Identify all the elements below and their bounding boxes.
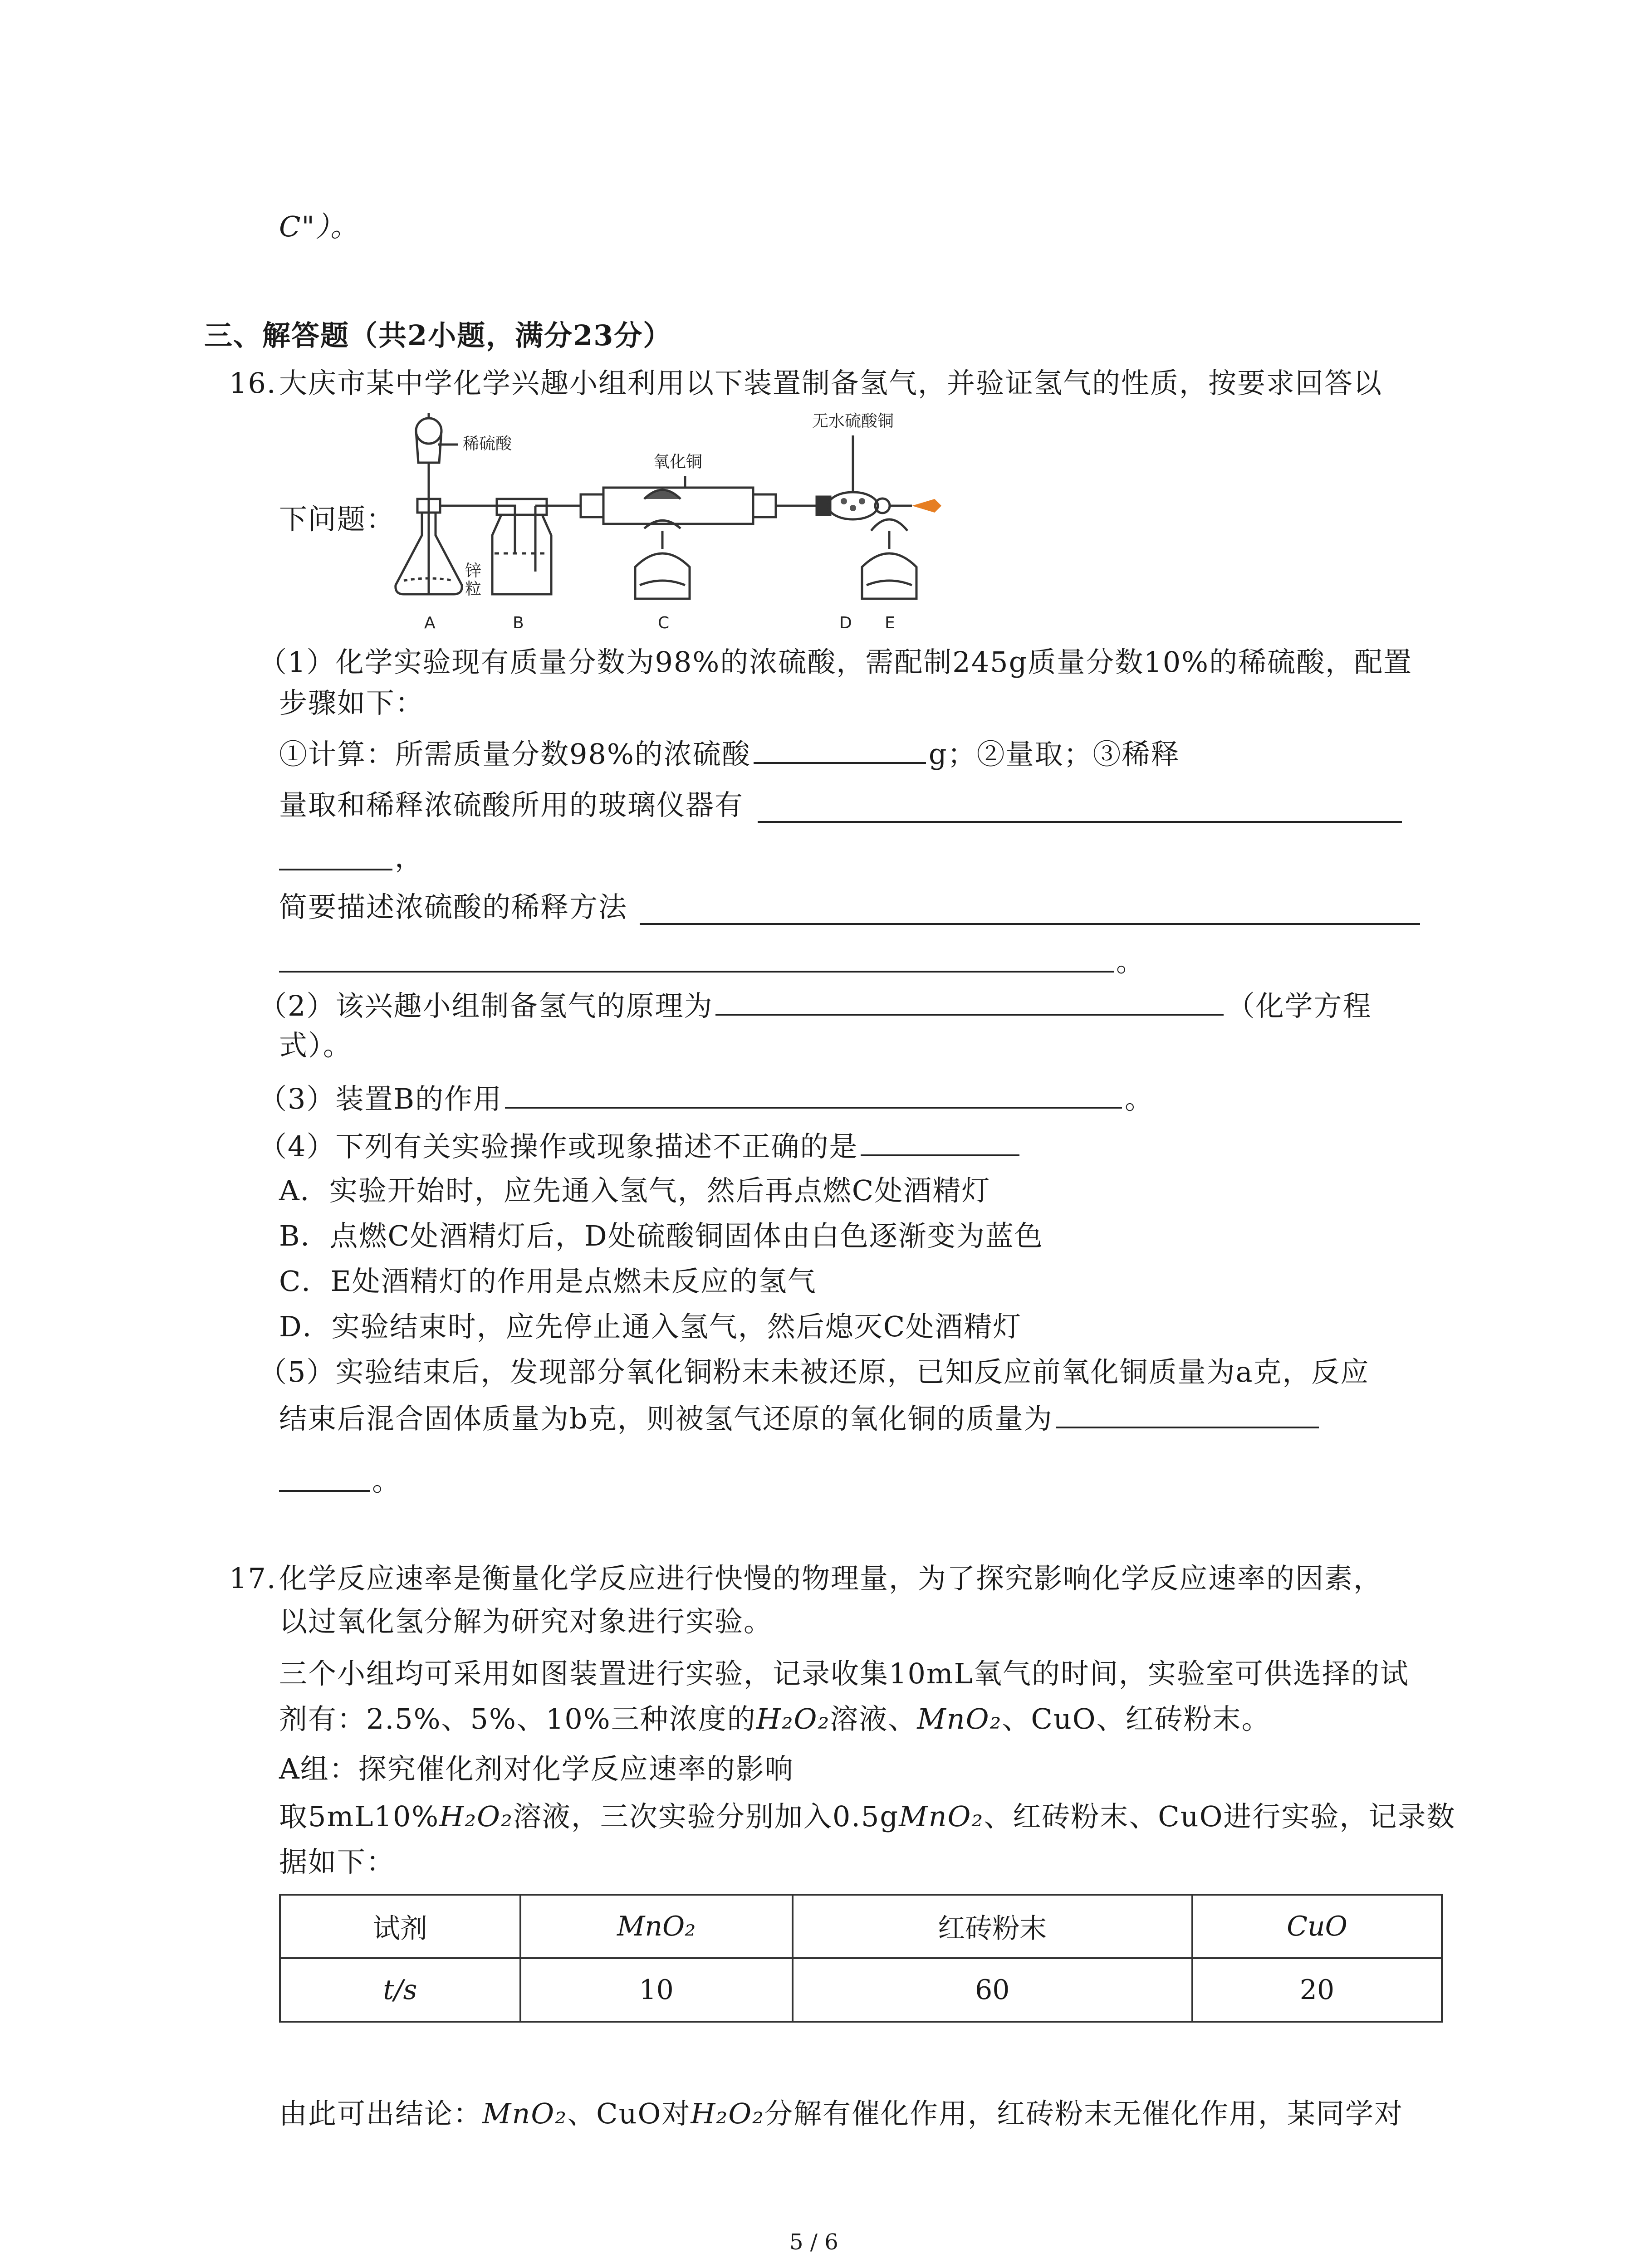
blank-cuo-mass-1[interactable]	[1056, 1399, 1319, 1428]
line4-text-b: 溶液、	[830, 1702, 917, 1735]
label-copper-oxide: 氧化铜	[653, 453, 703, 471]
section-title: 三、解答题（共2小题，满分23分）	[204, 319, 672, 352]
table-cell: 20	[1192, 1958, 1442, 2022]
q16-p5-line1: （5）实验结束后，发现部分氧化铜粉末未被还原，已知反应前氧化铜质量为a克，反应	[259, 1355, 1370, 1388]
letter-d: D	[839, 614, 852, 632]
q17-conclusion	[279, 2096, 1403, 2132]
q16-comma: ，	[395, 841, 424, 874]
q16-p4	[259, 1127, 1022, 1165]
table-header-row	[280, 1895, 1442, 1958]
table-cell: 60	[793, 1958, 1192, 2022]
top-continuation: C"）。	[279, 210, 359, 243]
blank-acid-mass[interactable]	[754, 735, 926, 764]
line6-text-c: 、红砖粉末、CuO进行实验，记录数	[984, 1800, 1456, 1833]
table-row	[280, 1958, 1442, 2022]
p5-line2-text: 结束后混合固体质量为b克，则被氢气还原的氧化铜的质量为	[279, 1402, 1053, 1435]
blank-dilution-2[interactable]	[279, 971, 1114, 973]
table-header-cell: CuO	[1192, 1895, 1442, 1958]
catalyst-table	[279, 1894, 1443, 2023]
line4-text-a: 剂有：2.5%、5%、10%三种浓度的	[279, 1702, 756, 1735]
blank-equation[interactable]	[715, 987, 1224, 1016]
line6-text-a: 取5mL10%	[279, 1800, 440, 1833]
q17-line2: 以过氧化氢分解为研究对象进行实验。	[279, 1605, 773, 1638]
label-dilute-acid: 稀硫酸	[463, 435, 512, 453]
letter-b: B	[513, 614, 524, 632]
p3-text: （3）装置B的作用	[259, 1082, 503, 1115]
p2-text-b: （化学方程	[1226, 989, 1372, 1022]
chem-h2o2: H₂O₂	[756, 1702, 830, 1735]
blank-device-b[interactable]	[505, 1080, 1122, 1109]
option-c: C．E处酒精灯的作用是点燃未反应的氢气	[279, 1265, 817, 1298]
p4-text: （4）下列有关实验操作或现象描述不正确的是	[259, 1130, 858, 1163]
letter-a: A	[424, 614, 436, 632]
q17-number: 17.	[229, 1562, 277, 1595]
chem-mno2: MnO₂	[899, 1800, 984, 1833]
line6-text-b: 溶液，三次实验分别加入0.5g	[513, 1800, 899, 1833]
step-calc-text: ①计算：所需质量分数98%的浓硫酸	[279, 738, 751, 771]
q16-p2	[259, 987, 1372, 1024]
label-zinc-2: 粒	[465, 580, 482, 598]
letter-c: C	[658, 614, 670, 632]
q17-line4	[279, 1701, 1271, 1737]
page-number: 5 / 6	[789, 2229, 838, 2255]
q16-p1-line2: 步骤如下：	[279, 686, 425, 719]
step-calc-rest: g；②量取；③稀释	[928, 738, 1180, 771]
blank-glassware-1[interactable]	[758, 821, 1402, 823]
blank-cuo-mass-2[interactable]	[279, 1490, 370, 1492]
q16-step-calc	[279, 735, 1180, 772]
chem-h2o2: H₂O₂	[439, 1800, 513, 1833]
q16-intro-end: 下问题：	[279, 503, 396, 536]
letter-e: E	[885, 614, 895, 632]
q16-p1-line1: （1）化学实验现有质量分数为98%的浓硫酸，需配制245g质量分数10%的稀硫酸，配置	[259, 645, 1413, 679]
q17-line1: 化学反应速率是衡量化学反应进行快慢的物理量，为了探究影响化学反应速率的因素，	[279, 1562, 1383, 1595]
line4-text-c: 、CuO、红砖粉末。	[1002, 1702, 1271, 1735]
q17-line3: 三个小组均可采用如图装置进行实验，记录收集10mL氧气的时间，实验室可供选择的试	[279, 1657, 1409, 1690]
table-header-cell: 红砖粉末	[793, 1895, 1192, 1958]
label-anhydrous-cuso4: 无水硫酸铜	[812, 412, 894, 430]
option-b: B．点燃C处酒精灯后，D处硫酸铜固体由白色逐渐变为蓝色	[279, 1219, 1043, 1252]
p3-end: 。	[1125, 1082, 1154, 1115]
q17-line6	[279, 1799, 1455, 1835]
blank-p4[interactable]	[861, 1127, 1019, 1156]
conclusion-text-b: 、CuO对	[567, 2097, 691, 2130]
option-d: D．实验结束时，应先停止通入氢气，然后熄灭C处酒精灯	[279, 1310, 1022, 1343]
table-header-cell: 试剂	[280, 1895, 520, 1958]
q17-line7: 据如下：	[279, 1845, 396, 1878]
table-header-cell: MnO₂	[520, 1895, 793, 1958]
conclusion-text-a: 由此可出结论：	[279, 2097, 483, 2130]
p2-text: （2）该兴趣小组制备氢气的原理为	[259, 989, 713, 1022]
q16-p2-end: 式）。	[279, 1029, 353, 1062]
label-zinc-1: 锌	[465, 562, 482, 580]
option-a: A．实验开始时，应先通入氢气，然后再点燃C处酒精灯	[279, 1174, 991, 1207]
q16-p1-end: 。	[1116, 945, 1146, 978]
q16-number: 16.	[229, 367, 277, 400]
chem-mno2: MnO₂	[917, 1702, 1002, 1735]
conclusion-text-c: 分解有催化作用，红砖粉末无催化作用，某同学对	[764, 2097, 1403, 2130]
q16-p3	[259, 1080, 1154, 1117]
q16-p5-line2	[279, 1399, 1322, 1437]
q16-glassware: 量取和稀释浓硫酸所用的玻璃仪器有	[279, 788, 744, 821]
table-cell: 10	[520, 1958, 793, 2022]
q16-dilution: 简要描述浓硫酸的稀释方法	[279, 890, 628, 924]
blank-glassware-2[interactable]	[279, 869, 392, 870]
q16-p5-end: 。	[372, 1464, 402, 1497]
q16-intro: 大庆市某中学化学兴趣小组利用以下装置制备氢气，并验证氢气的性质，按要求回答以	[279, 367, 1383, 400]
apparatus-figure	[390, 404, 980, 640]
chem-h2o2: H₂O₂	[691, 2097, 764, 2130]
q17-group-a: A组：探究催化剂对化学反应速率的影响	[279, 1752, 794, 1785]
table-cell: t/s	[280, 1958, 520, 2022]
blank-dilution-1[interactable]	[640, 923, 1420, 925]
chem-mno2: MnO₂	[482, 2097, 568, 2130]
